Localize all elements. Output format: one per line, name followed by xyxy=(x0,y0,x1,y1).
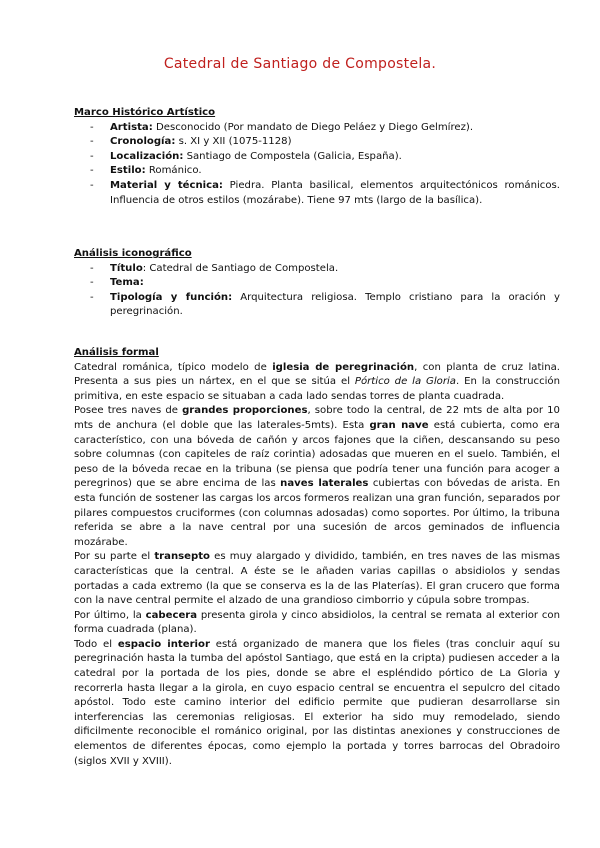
marco-historico-section xyxy=(74,106,560,208)
list-item xyxy=(74,164,560,179)
formal-paragraph-5 xyxy=(74,638,560,769)
text-run: . En la construcción primitiva, en este espacio se situaban a cada lado sendas torres de planta cuadrada. xyxy=(74,376,560,402)
text-run: Todo el xyxy=(74,638,118,650)
item-label: Título xyxy=(110,262,143,274)
marco-list xyxy=(74,121,560,209)
text-run: cubiertas con bóvedas de arista. En esta función de sostener las cargas los arcos formeros realizan una gran función, separados por pilares compuestos cruciformes (con columnas adosadas) como soportes. Por último, la tribuna referida se abre a la nave central por una sucesión de arcos geminados de influencia mozárabe. xyxy=(74,478,560,548)
formal-paragraph-2 xyxy=(74,404,560,550)
list-item xyxy=(74,276,560,291)
iconografico-heading: Análisis iconográfico xyxy=(74,248,192,259)
item-label: Material y técnica: xyxy=(110,179,223,191)
item-label: Estilo: xyxy=(110,165,146,177)
formal-section xyxy=(74,346,560,769)
item-text: Santiago de Compostela (Galicia, España). xyxy=(183,150,402,162)
bold-term: iglesia de peregrinación xyxy=(272,361,415,373)
marco-heading: Marco Histórico Artístico xyxy=(74,107,216,118)
item-label: Cronología: xyxy=(110,136,176,148)
iconografico-section xyxy=(74,247,560,320)
italic-term: Pórtico de la Gloria xyxy=(354,376,456,388)
text-run: está organizado de manera que los fieles (tras concluir aquí su peregrinación hasta la tumba del apóstol Santiago, que está en la cripta) pudiesen acceder a la catedral por la portada de los pies, donde se abre el espléndido pórtico de La Gloria y recorrerla hasta llegar a la girola, en cuyo espacio central se encuentra el sepulcro del citado apóstol. Todo este camino interior del edificio permite que pudieran desarrollarse sin interferencias las ceremonias religiosas. El exterior ha sido muy remodelado, siendo dificilmente reconocible el románico original, por las distintas anexiones y construcciones de elementos de diferentes épocas, como ejemplo la portada y torres barrocas del Obradoiro (siglos XVII y XVIII). xyxy=(74,638,561,767)
bold-term: naves laterales xyxy=(280,478,369,490)
item-label: Tema: xyxy=(110,277,144,289)
bold-term: cabecera xyxy=(145,609,198,621)
text-run: es muy alargado y dividido, también, en tres naves de las mismas características que la central. A éste se le añaden varias capillas o absidiolos y sendas portadas a cada extremo (la que se conserva es la de las Platerías). El gran crucero que forma con la nave central permite el alzado de una grandioso cimborrio y cúpula sobre trompas. xyxy=(74,551,561,607)
item-label: Localización: xyxy=(110,150,184,162)
item-text: Románico. xyxy=(145,165,202,177)
formal-paragraph-4 xyxy=(74,609,560,638)
text-run: , sobre todo la central, de 22 mts de alta por 10 mts de anchura (el doble que las laterales-5mts). Esta xyxy=(74,405,560,431)
list-item xyxy=(74,135,560,150)
formal-paragraph-3 xyxy=(74,550,560,608)
item-text: Arquitectura religiosa. Templo cristiano para la oración y peregrinación. xyxy=(110,291,560,318)
list-item xyxy=(74,121,560,136)
item-text: : Catedral de Santiago de Compostela. xyxy=(142,262,339,274)
item-label: Artista: xyxy=(110,121,153,133)
iconografico-list xyxy=(74,262,560,320)
item-text: Desconocido (Por mandato de Diego Peláez y Diego Gelmírez). xyxy=(152,121,474,133)
formal-paragraph-1 xyxy=(74,361,560,405)
item-text: s. XI y XII (1075-1128) xyxy=(175,136,292,148)
text-run: , con planta de cruz latina. Presenta a sus pies un nártex, en el que se sitúa el xyxy=(74,361,560,388)
document-title: Catedral de Santiago de Compostela. xyxy=(163,56,437,72)
bold-term: grandes proporciones xyxy=(182,405,308,417)
text-run: Por su parte el xyxy=(74,551,155,563)
text-run: presenta girola y cinco absidiolos, la central se remata al exterior con forma cuadrada (plana). xyxy=(74,609,560,636)
item-label: Tipología y función: xyxy=(110,291,233,303)
bold-term: gran nave xyxy=(369,419,429,431)
formal-heading: Análisis formal xyxy=(74,347,159,358)
list-item xyxy=(74,150,560,165)
bold-term: transepto xyxy=(154,551,210,563)
list-item xyxy=(74,291,560,320)
text-run: está cubierta, como era característico, con una bóveda de cañón y arcos fajones que la ciñen, descansando su peso sobre columnas (con capiteles de raíz corintia) adosadas que mueren en el suelo. También, el peso de la bóveda recae en la tribuna (se piensa que podría tener una función para acoger a peregrinos) que se abre encima de las xyxy=(74,419,560,490)
text-run: Catedral románica, típico modelo de xyxy=(74,361,273,373)
text-run: Por último, la xyxy=(74,609,146,621)
list-item xyxy=(74,262,560,277)
list-item xyxy=(74,179,560,208)
bold-term: espacio interior xyxy=(117,638,210,650)
item-text: Piedra. Planta basilical, elementos arquitectónicos románicos. Influencia de otros estilos (mozárabe). Tiene 97 mts (largo de la basílica). xyxy=(110,179,560,206)
text-run: Posee tres naves de xyxy=(74,405,183,417)
